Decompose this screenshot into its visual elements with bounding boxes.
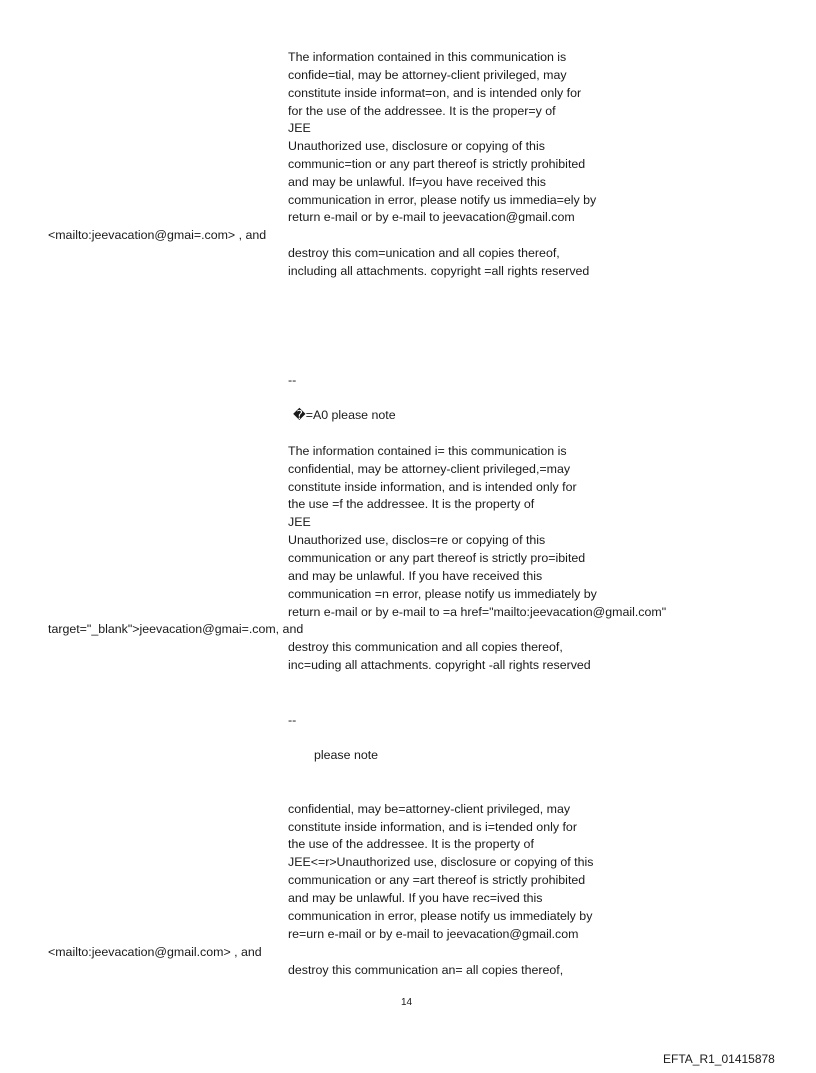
text-line: inc=uding all attachments. copyright -all rights reserved — [288, 658, 591, 672]
text-line: and may be unlawful. If you have received this — [288, 569, 543, 583]
text-line: for the use of the addressee. It is the proper=y of — [288, 104, 556, 118]
text-line: re=urn e-mail or by e-mail to jeevacation@gmail.com — [288, 927, 579, 941]
text-line: communication in error, please notify us immediately by — [288, 909, 593, 923]
text-line: JEE<=r>Unauthorized use, disclosure or copying of this — [288, 855, 594, 869]
text-line: Unauthorized use, disclos=re or copying of this — [288, 533, 546, 547]
text-line: communic=tion or any part thereof is strictly prohibited — [288, 157, 586, 171]
bates-number: EFTA_R1_01415878 — [663, 1052, 775, 1066]
page-number: 14 — [401, 997, 413, 1008]
text-line: return e-mail or by e-mail to =a href="mailto:jeevacation@gmail.com" — [288, 605, 667, 619]
text-line: �=A0 please note — [293, 408, 396, 422]
separator-text: -- — [288, 713, 297, 727]
text-line: communication in error, please notify us immedia=ely by — [288, 193, 597, 207]
text-line: confidential, may be=attorney-client privileged, may — [288, 802, 571, 816]
text-line: please note — [314, 748, 379, 762]
text-line: including all attachments. copyright =all rights reserved — [288, 264, 590, 278]
text-line: Unauthorized use, disclosure or copying of this — [288, 139, 545, 153]
text-line: destroy this com=unication and all copies thereof, — [288, 246, 560, 260]
text-line: destroy this communication an= all copies thereof, — [288, 963, 564, 977]
text-line: The information contained i= this communication is — [288, 444, 567, 458]
text-line: confide=tial, may be attorney-client privileged, may — [288, 68, 567, 82]
text-line: JEE — [288, 515, 311, 529]
text-line: communication or any part thereof is strictly pro=ibited — [288, 551, 586, 565]
text-line: <mailto:jeevacation@gmai=.com> , and — [48, 228, 267, 242]
text-line: communication =n error, please notify us immediately by — [288, 587, 597, 601]
separator-text: -- — [288, 373, 297, 387]
text-line: constitute inside informat=on, and is intended only for — [288, 86, 582, 100]
text-line: JEE — [288, 121, 311, 135]
text-line: destroy this communication and all copies thereof, — [288, 640, 563, 654]
text-line: and may be unlawful. If=you have received this — [288, 175, 546, 189]
text-line: and may be unlawful. If you have rec=ived this — [288, 891, 543, 905]
text-line: constitute inside information, and is i=tended only for — [288, 820, 577, 834]
text-line: <mailto:jeevacation@gmail.com> , and — [48, 945, 262, 959]
text-line: constitute inside information, and is intended only for — [288, 480, 577, 494]
text-line: target="_blank">jeevacation@gmai=.com, and — [48, 622, 304, 636]
text-line: The information contained in this communication is — [288, 50, 567, 64]
text-line: the use of the addressee. It is the property of — [288, 837, 534, 851]
text-line: communication or any =art thereof is strictly prohibited — [288, 873, 586, 887]
text-line: confidential, may be attorney-client privileged,=may — [288, 462, 571, 476]
text-line: return e-mail or by e-mail to jeevacation@gmail.com — [288, 210, 575, 224]
text-line: the use =f the addressee. It is the property of — [288, 497, 535, 511]
